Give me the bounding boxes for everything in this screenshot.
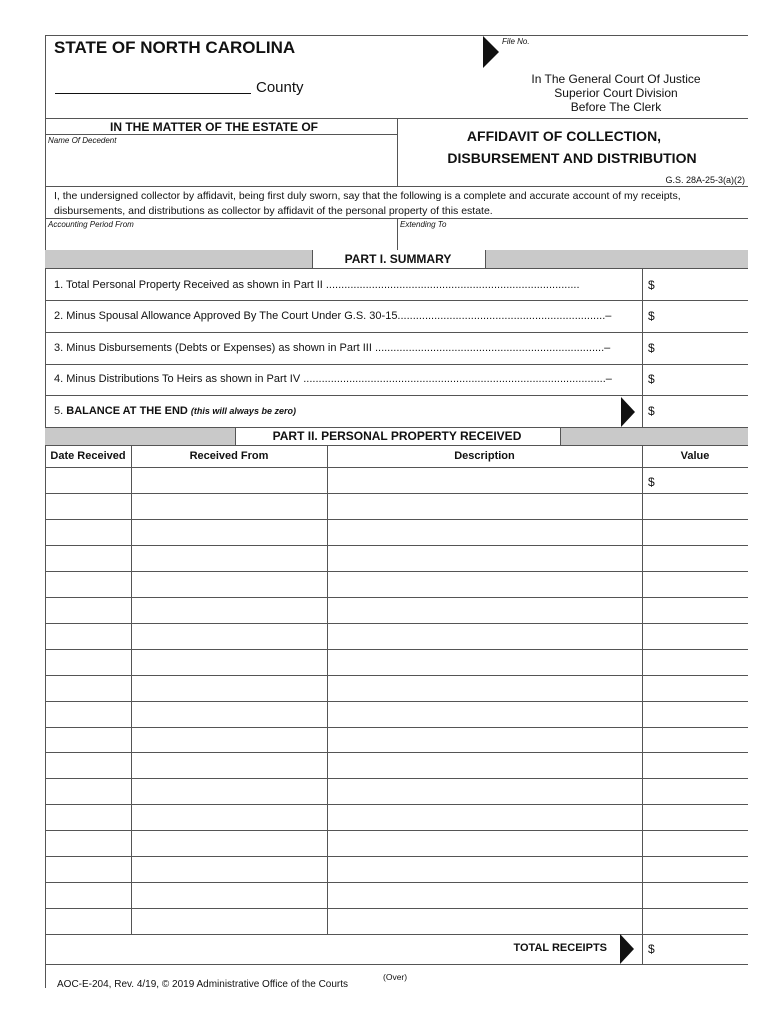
part1-row-1-amount[interactable] xyxy=(660,274,745,296)
table-cell-desc[interactable] xyxy=(329,573,640,595)
table-cell-from[interactable] xyxy=(133,729,325,751)
part1-row-3-dollar: $ xyxy=(648,341,655,355)
table-row-line xyxy=(45,545,748,546)
decedent-name-field[interactable] xyxy=(48,148,393,184)
file-no-field[interactable] xyxy=(500,48,745,64)
table-cell-desc[interactable] xyxy=(329,677,640,699)
table-row-line xyxy=(45,882,748,883)
table-cell-from[interactable] xyxy=(133,754,325,776)
balance-label: BALANCE AT THE END xyxy=(66,405,188,417)
part1-row-3-line xyxy=(45,364,748,365)
table-cell-desc[interactable] xyxy=(329,780,640,802)
matter-underline xyxy=(45,134,397,135)
table-cell-value[interactable] xyxy=(644,806,746,828)
table-cell-desc[interactable] xyxy=(329,806,640,828)
table-cell-value[interactable] xyxy=(644,703,746,725)
part1-row-2-dollar: $ xyxy=(648,309,655,323)
table-cell-value[interactable] xyxy=(644,599,746,621)
top-border xyxy=(45,35,748,36)
part1-row-1-label: 1. Total Personal Property Received as shown in Part II ................................................................................... xyxy=(54,279,580,291)
table-cell-date[interactable] xyxy=(47,910,129,932)
table-cell-desc[interactable] xyxy=(329,729,640,751)
table-cell-date[interactable] xyxy=(47,832,129,854)
file-no-arrow-icon xyxy=(483,36,499,68)
oath-top-line xyxy=(45,186,748,187)
table-row-line xyxy=(45,675,748,676)
county-blank-line xyxy=(55,93,251,94)
col-from-header: Received From xyxy=(189,450,269,462)
table-cell-value[interactable] xyxy=(644,780,746,802)
balance-amount[interactable] xyxy=(660,400,745,422)
table-row-line xyxy=(45,778,748,779)
oath-line-1: I, the undersigned collector by affidavit, being first duly sworn, say that the following is a complete and accurate account of my receipts, xyxy=(54,190,681,202)
balance-note: (this will always be zero) xyxy=(190,406,296,416)
table-cell-value[interactable] xyxy=(644,910,746,932)
table-row-line xyxy=(45,804,748,805)
table-cell-value[interactable] xyxy=(644,754,746,776)
table-cell-date[interactable] xyxy=(47,858,129,880)
table-row-line xyxy=(45,908,748,909)
table-cell-date[interactable] xyxy=(47,677,129,699)
table-cell-desc[interactable] xyxy=(329,625,640,647)
table-cell-date[interactable] xyxy=(47,573,129,595)
table-cell-from[interactable] xyxy=(133,573,325,595)
file-no-label: File No. xyxy=(502,37,530,46)
statute-reference: G.S. 28A-25-3(a)(2) xyxy=(665,175,745,185)
table-row-line xyxy=(45,934,748,935)
table-cell-value[interactable] xyxy=(644,521,746,543)
table-cell-from[interactable] xyxy=(133,832,325,854)
part1-amount-divider xyxy=(642,268,643,428)
balance-dollar: $ xyxy=(648,404,655,418)
table-row-line xyxy=(45,519,748,520)
table-cell-from[interactable] xyxy=(133,651,325,673)
table-cell-desc[interactable] xyxy=(329,910,640,932)
part1-heading: PART I. SUMMARY xyxy=(344,252,452,266)
part1-row-3-amount[interactable] xyxy=(660,337,745,359)
table-cell-date[interactable] xyxy=(47,495,129,517)
table-cell-date[interactable] xyxy=(47,729,129,751)
decedent-label: Name Of Decedent xyxy=(48,136,117,145)
table-cell-from[interactable] xyxy=(133,625,325,647)
part1-row-1-dollar: $ xyxy=(648,278,655,292)
table-cell-value[interactable] xyxy=(644,547,746,569)
extending-to-field[interactable] xyxy=(400,232,745,248)
table-cell-date[interactable] xyxy=(47,625,129,647)
table-cell-from[interactable] xyxy=(133,780,325,802)
over-note: (Over) xyxy=(383,972,408,982)
table-cell-date[interactable] xyxy=(47,806,129,828)
table-cell-value[interactable] xyxy=(644,729,746,751)
total-bottom-line xyxy=(45,964,748,965)
part1-row-2-amount[interactable] xyxy=(660,305,745,327)
court-line-1: In The General Court Of Justice xyxy=(531,72,701,86)
part1-row-4-amount[interactable] xyxy=(660,368,745,390)
table-cell-from[interactable] xyxy=(133,806,325,828)
table-cell-date[interactable] xyxy=(47,780,129,802)
table-cell-from[interactable] xyxy=(133,495,325,517)
total-arrow-icon xyxy=(620,934,634,964)
table-cell-desc[interactable] xyxy=(329,754,640,776)
part1-row-1-line xyxy=(45,300,748,301)
part1-row-3-label: 3. Minus Disbursements (Debts or Expenses) as shown in Part III ...........................................................................– xyxy=(54,342,611,354)
col-value-header: Value xyxy=(680,450,710,462)
form-title-line-1: AFFIDAVIT OF COLLECTION, xyxy=(466,128,662,144)
table-cell-date[interactable] xyxy=(47,469,129,491)
table-row-line xyxy=(45,623,748,624)
table-cell-desc[interactable] xyxy=(329,599,640,621)
table-cell-from[interactable] xyxy=(133,521,325,543)
form-id: AOC-E-204, Rev. 4/19, © 2019 Administrative Office of the Courts xyxy=(57,979,349,990)
col-divider-3 xyxy=(642,445,643,964)
table-row-line xyxy=(45,701,748,702)
part1-row-4-label: 4. Minus Distributions To Heirs as shown in Part IV ...................................................................................................– xyxy=(54,373,612,385)
table-cell-desc[interactable] xyxy=(329,521,640,543)
period-from-label: Accounting Period From xyxy=(48,220,134,229)
table-cell-desc[interactable] xyxy=(329,495,640,517)
table-cell-date[interactable] xyxy=(47,651,129,673)
table-cell-from[interactable] xyxy=(133,469,325,491)
part2-heading: PART II. PERSONAL PROPERTY RECEIVED xyxy=(272,429,522,443)
table-cell-date[interactable] xyxy=(47,703,129,725)
table-row-line xyxy=(45,752,748,753)
table-cell-from[interactable] xyxy=(133,677,325,699)
balance-arrow-icon xyxy=(621,397,635,427)
table-cell-desc[interactable] xyxy=(329,469,640,491)
table-cell-value[interactable] xyxy=(644,832,746,854)
court-line-3: Before The Clerk xyxy=(570,100,662,114)
table-cell-value[interactable] xyxy=(644,884,746,906)
col-desc-header: Description xyxy=(454,450,515,462)
oath-line-2: disbursements, and distributions as collector by affidavit of the personal property of this estate. xyxy=(54,205,493,217)
part1-row-2-line xyxy=(45,332,748,333)
table-cell-date[interactable] xyxy=(47,547,129,569)
state-heading: STATE OF NORTH CAROLINA xyxy=(54,38,296,57)
table-cell-from[interactable] xyxy=(133,547,325,569)
table-cell-from[interactable] xyxy=(133,703,325,725)
table-row-line xyxy=(45,830,748,831)
total-receipts-label: TOTAL RECEIPTS xyxy=(513,942,607,954)
table-cell-from[interactable] xyxy=(133,858,325,880)
court-line-2: Superior Court Division xyxy=(554,86,678,100)
table-cell-desc[interactable] xyxy=(329,858,640,880)
table-cell-desc[interactable] xyxy=(329,651,640,673)
table-row-line xyxy=(45,727,748,728)
period-from-field[interactable] xyxy=(48,232,393,248)
table-cell-desc[interactable] xyxy=(329,832,640,854)
table-row-line xyxy=(45,597,748,598)
table-cell-value[interactable] xyxy=(644,573,746,595)
table-cell-desc[interactable] xyxy=(329,884,640,906)
table-cell-value[interactable] xyxy=(644,677,746,699)
table-cell-value[interactable] xyxy=(644,469,746,491)
col-date-header: Date Received xyxy=(50,450,126,462)
total-dollar: $ xyxy=(648,942,655,956)
table-cell-desc[interactable] xyxy=(329,703,640,725)
table-row-line xyxy=(45,467,748,468)
total-amount[interactable] xyxy=(660,938,745,960)
extending-to-label: Extending To xyxy=(400,220,447,229)
table-cell-date[interactable] xyxy=(47,599,129,621)
table-cell-value[interactable] xyxy=(644,625,746,647)
table-row-line xyxy=(45,856,748,857)
table-cell-date[interactable] xyxy=(47,884,129,906)
table-cell-from[interactable] xyxy=(133,599,325,621)
table-row-line xyxy=(45,571,748,572)
part1-row-4-dollar: $ xyxy=(648,372,655,386)
table-cell-from[interactable] xyxy=(133,884,325,906)
table-cell-date[interactable] xyxy=(47,754,129,776)
part1-row-2-label: 2. Minus Spousal Allowance Approved By The Court Under G.S. 30-15....................................................................– xyxy=(54,310,612,322)
table-cell-date[interactable] xyxy=(47,521,129,543)
county-label: County xyxy=(256,79,304,96)
period-divider xyxy=(397,218,398,250)
table-cell-from[interactable] xyxy=(133,910,325,932)
first-row-dollar: $ xyxy=(648,475,655,489)
table-cell-value[interactable] xyxy=(644,858,746,880)
balance-number: 5. xyxy=(54,405,64,417)
table-cell-value[interactable] xyxy=(644,651,746,673)
form-title-line-2: DISBURSEMENT AND DISTRIBUTION xyxy=(447,150,697,166)
matter-heading: IN THE MATTER OF THE ESTATE OF xyxy=(110,120,318,134)
table-row-line xyxy=(45,493,748,494)
table-cell-desc[interactable] xyxy=(329,547,640,569)
part1-row-4-line xyxy=(45,395,748,396)
balance-row-label xyxy=(54,405,296,417)
left-border xyxy=(45,35,46,988)
table-cell-value[interactable] xyxy=(644,495,746,517)
table-row-line xyxy=(45,649,748,650)
